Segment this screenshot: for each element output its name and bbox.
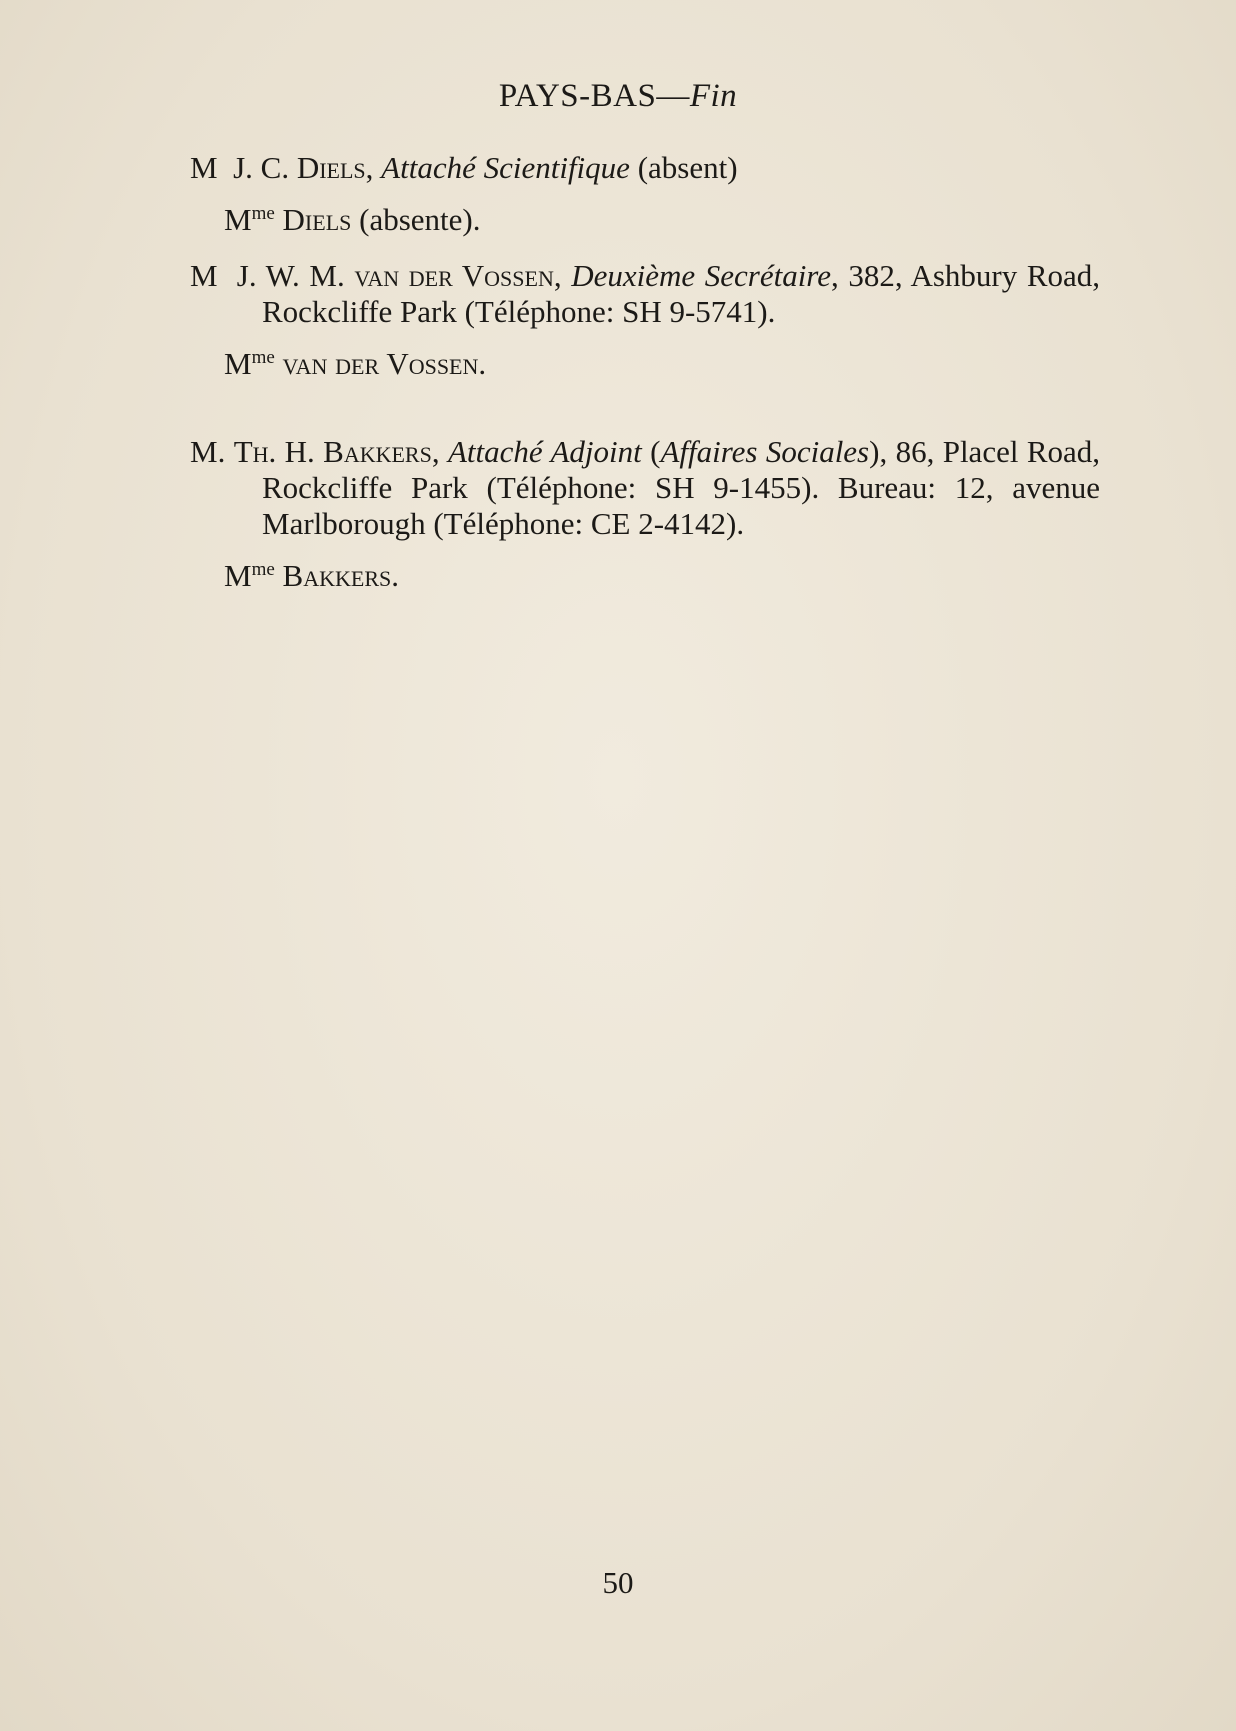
header-title: PAYS-BAS— <box>498 78 690 114</box>
entry-spouse <box>190 552 1100 594</box>
entry-name: van der Vossen <box>354 258 554 293</box>
entry-details: (absent) <box>629 150 738 185</box>
entry-details: , 86, Placel Road, Rockcliffe Park (Téléphone: SH 9-1455). Bureau: 12, avenue Marlborough (Téléphone: CE 2-4142). <box>262 434 1101 541</box>
page-number: 50 <box>602 1565 634 1600</box>
entry-spouse <box>190 196 1100 238</box>
entry-details: , 382, Ashbury Road, Rockcliffe Park (Téléphone: SH 9-5741). <box>262 258 1101 329</box>
spouse-details: . <box>478 346 487 381</box>
header-suffix: Fin <box>689 78 738 114</box>
entry-name: Th. H. Bakkers <box>233 434 432 469</box>
spouse-name: van der Vossen <box>282 346 479 381</box>
entry-title-sub: Affaires Sociales <box>660 434 870 469</box>
spouse-sup: me <box>251 347 275 368</box>
entry-prefix: M <box>190 150 218 185</box>
spouse-name: Bakkers <box>282 558 392 593</box>
spouse-prefix: M <box>224 346 252 381</box>
entry-title: Deuxième Secrétaire <box>571 258 831 293</box>
spouse-details: . <box>391 558 399 593</box>
entry-main-line: M J. C. Diels, Attaché Scientifique (absent) <box>190 150 738 185</box>
entry-diels <box>190 150 1100 238</box>
entry-name: J. C. Diels <box>233 150 366 185</box>
entry-prefix: M <box>190 258 218 293</box>
entry-spouse <box>190 340 1100 382</box>
spouse-sup: me <box>251 203 275 224</box>
spouse-details: (absente). <box>351 202 481 237</box>
entry-main-line: M J. W. M. van der Vossen, Deuxième Secrétaire, 382, Ashbury Road, Rockcliffe Park (Téléphone: SH 9-5741). <box>190 258 1101 329</box>
entry-title: Attaché Adjoint <box>447 434 642 469</box>
spouse-name: Diels <box>282 202 352 237</box>
entry-van-der-vossen <box>190 258 1100 382</box>
entry-prefix: M. <box>190 434 226 469</box>
entry-bakkers <box>190 434 1100 594</box>
entry-title: Attaché Scientifique <box>381 150 630 185</box>
entry-main-line: M. Th. H. Bakkers, Attaché Adjoint (Affaires Sociales), 86, Placel Road, Rockcliffe Park (Téléphone: SH 9-1455). Bureau: 12, avenue Marlborough (Téléphone: CE 2-4142). <box>190 434 1101 541</box>
spouse-prefix: M <box>224 202 252 237</box>
page-header <box>0 78 1236 115</box>
spouse-prefix: M <box>224 558 252 593</box>
spouse-sup: me <box>251 559 275 580</box>
entry-name-initials: J. W. M. <box>236 258 355 293</box>
